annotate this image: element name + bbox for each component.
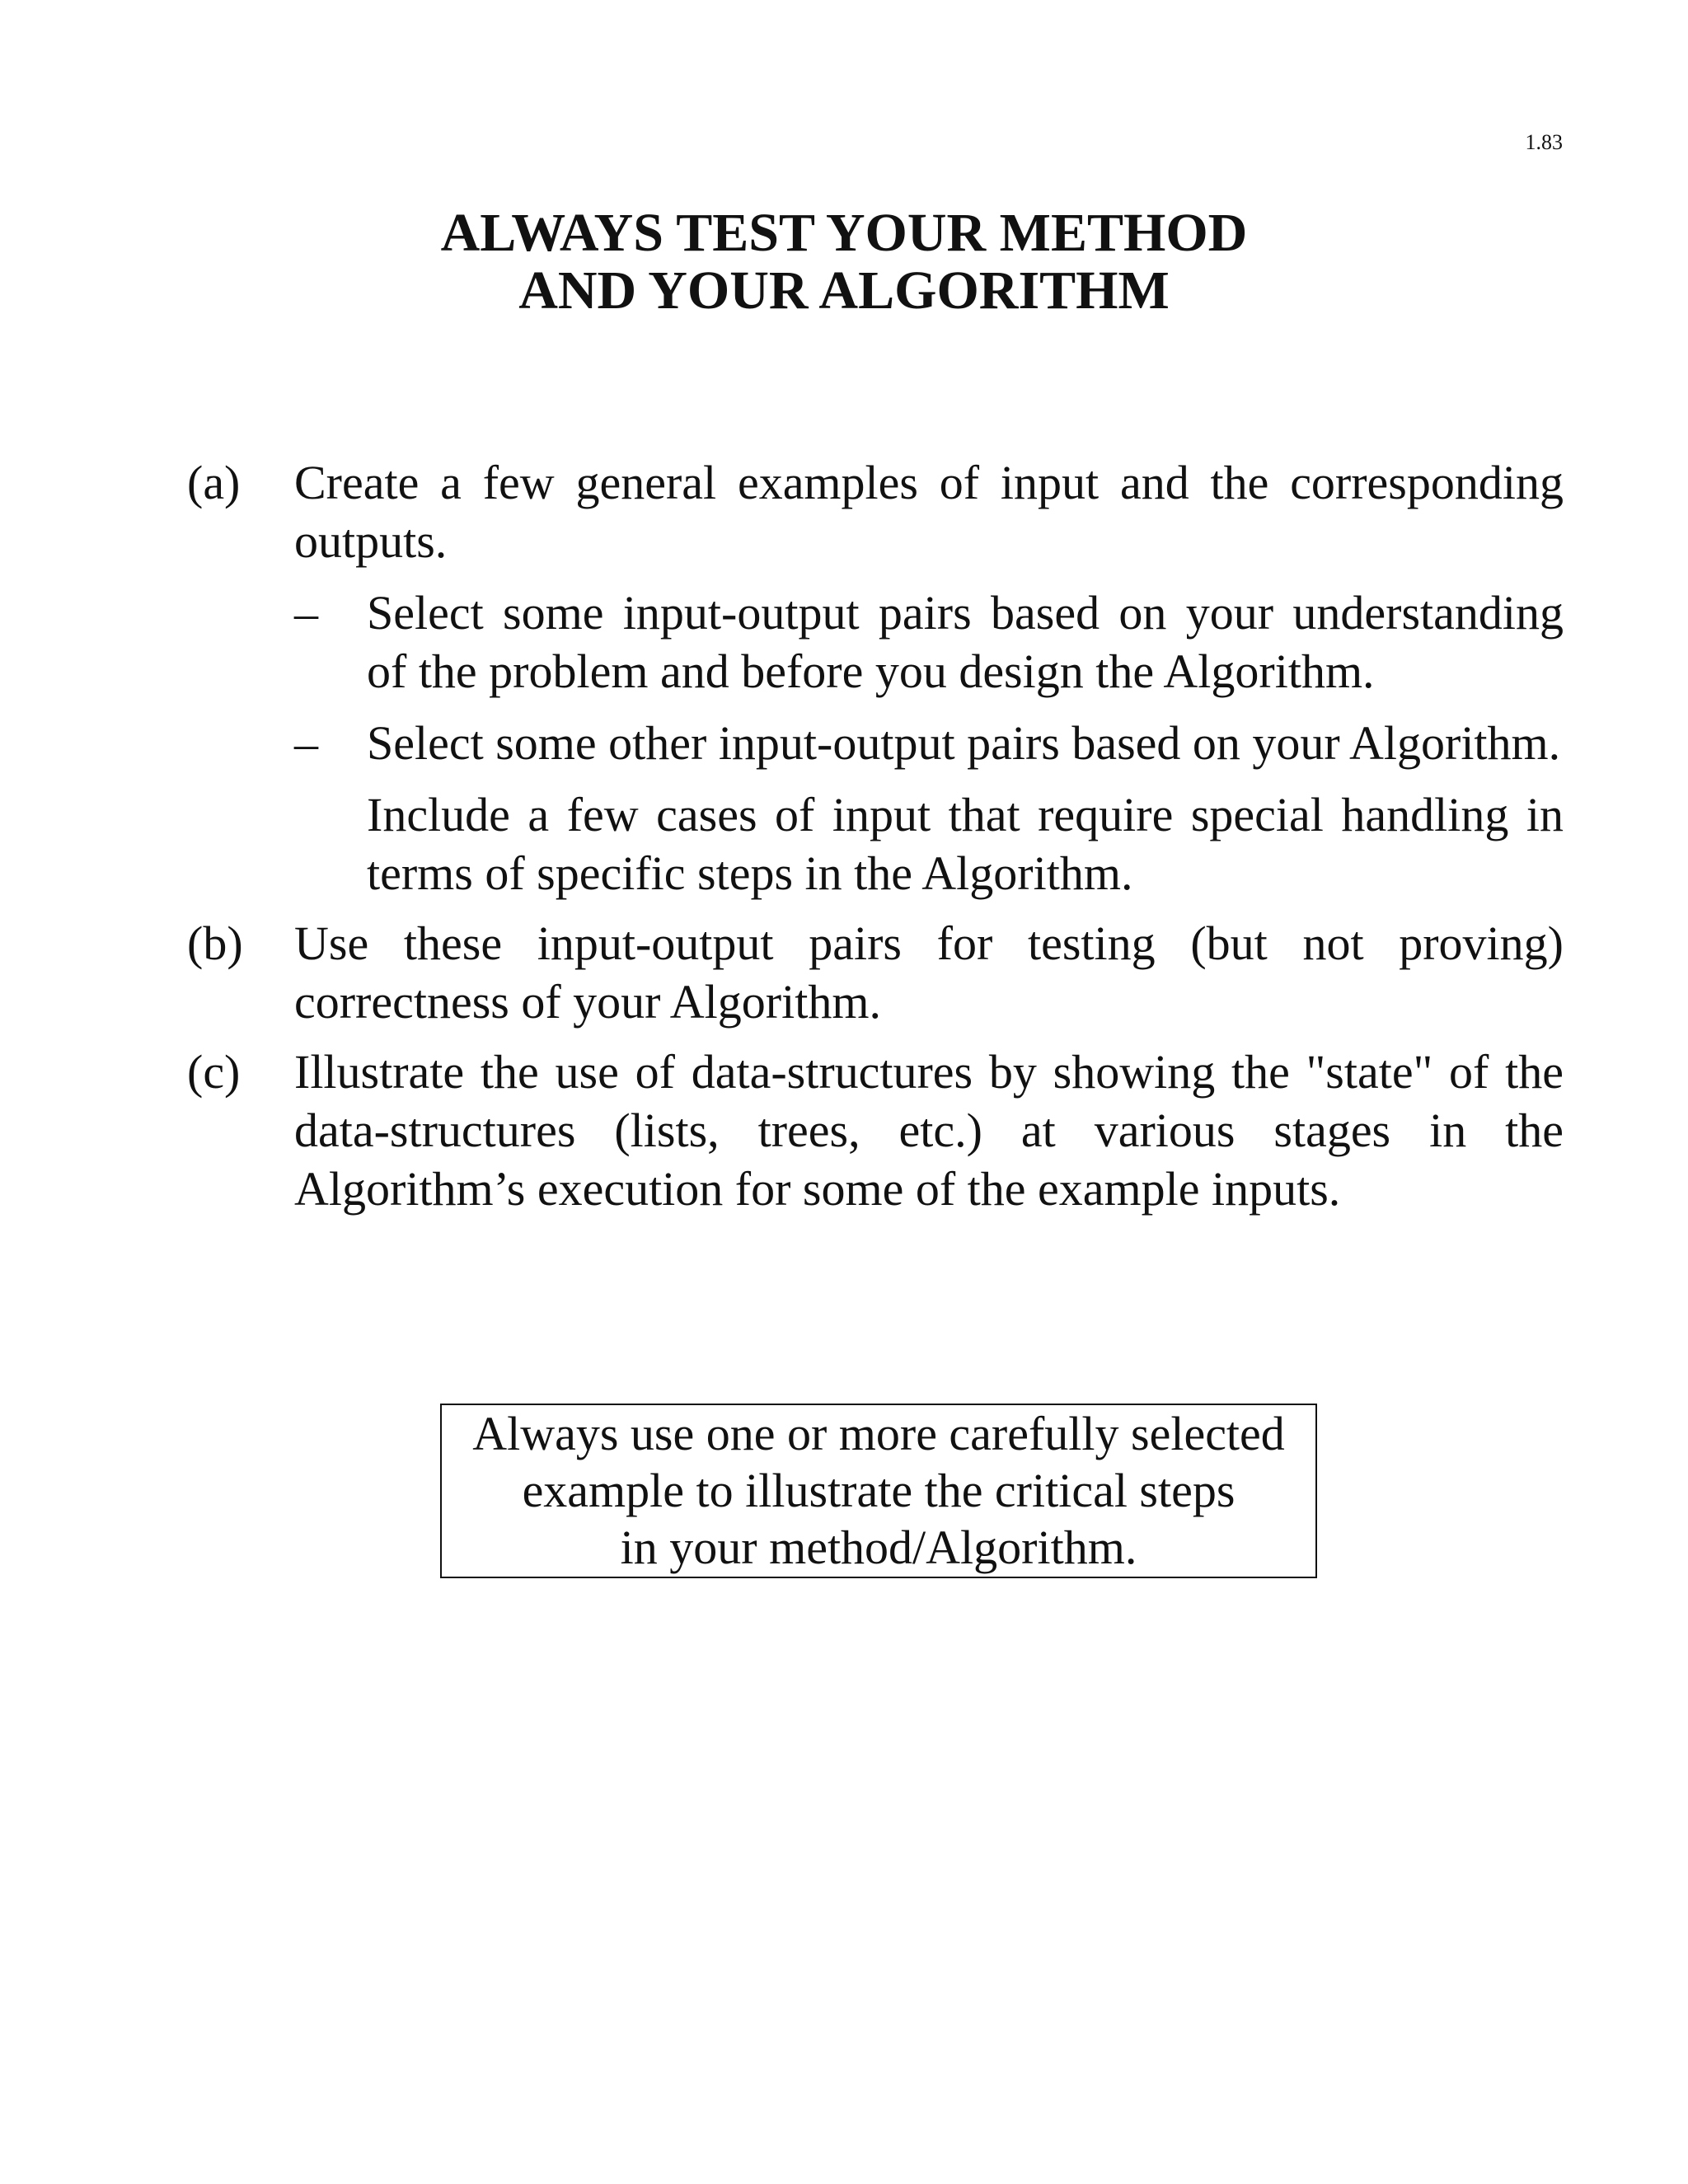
page-title [0,204,1688,320]
subitem-2-note: Include a few cases of input that require special handling in terms of specific steps in the Algorithm. [367,788,1564,900]
list-item-a [187,453,1564,902]
subitem-text-1: Select some input-output pairs based on your understanding of the problem and before you design the Algorithm. [367,586,1564,698]
title-line-1: ALWAYS TEST YOUR METHOD [440,203,1248,263]
page-number: 1.83 [1525,130,1563,154]
item-label-b: (b) [187,916,243,970]
item-text-a: Create a few general examples of input and the corresponding outputs. [294,456,1564,568]
subitem-2 [294,714,1564,772]
title-line-2: AND YOUR ALGORITHM [518,260,1170,321]
callout-box [440,1404,1317,1578]
dash-bullet: – [294,716,318,770]
item-text-c: Illustrate the use of data-structures by showing the "state" of the data-structures (lists, trees, etc.) at various stages in the Algorithm’s execution for some of the example inputs. [294,1045,1564,1216]
item-list [187,453,1564,1230]
callout-line-1: Always use one or more carefully selected [472,1407,1285,1460]
item-label-a: (a) [187,456,241,509]
callout-line-3: in your method/Algorithm. [620,1521,1137,1574]
subitem-1 [294,583,1564,701]
item-text-b: Use these input-output pairs for testing (but not proving) correctness of your Algorithm. [294,916,1564,1029]
list-item-b [187,914,1564,1031]
item-label-c: (c) [187,1045,241,1099]
dash-bullet: – [294,586,318,640]
list-item-c [187,1043,1564,1218]
callout-line-2: example to illustrate the critical steps [522,1464,1236,1517]
subitem-text-2: Select some other input-output pairs based on your Algorithm. [367,716,1561,770]
